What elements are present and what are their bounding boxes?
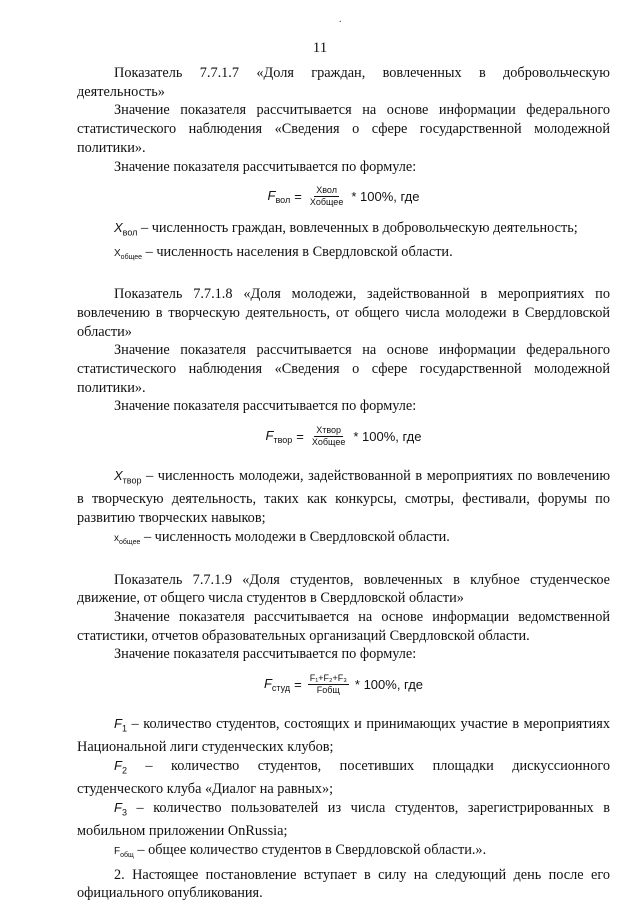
page-dot: . bbox=[339, 14, 342, 25]
formula-7718: $F_{твор}$ = $\frac{\text{Χтвор}}{\text{Χобщее}}$ * 100%, где bbox=[265, 425, 422, 448]
indicator-7718-var1: $X_{твор}$ – численность молодежи, задействованной в мероприятиях по вовлечению в творческую деятельность, таких как конкурсы, смотры, фестивали, форумы по развитию творческих навыков; bbox=[77, 468, 610, 527]
indicator-7719-f2: $F_2$ – количество студентов, посетивших площадки дискуссионного студенческого клуба «Диалог на равных»; bbox=[77, 758, 610, 798]
formula-denominator: Fобщ bbox=[316, 685, 340, 696]
page-number: 11 bbox=[312, 40, 328, 56]
formula-numerator: F₁+F₂+F₃ bbox=[309, 673, 347, 684]
formula-tail: * 100%, где bbox=[354, 677, 424, 693]
formula-fraction bbox=[310, 426, 347, 447]
indicator-7717-source: Значение показателя рассчитывается на основе информации федерального статистического наблюдения «Сведения о сфере государственной молодежной политики». bbox=[77, 102, 610, 156]
document-body bbox=[77, 64, 610, 903]
formula-fraction bbox=[308, 186, 345, 207]
indicator-7717-var1: $X_{вол}$ – численность граждан, вовлеченных в добровольческую деятельность; bbox=[114, 220, 578, 238]
formula-var-sub: вол bbox=[275, 194, 291, 205]
indicator-7718-var2: $x_{общее}$ – численность молодежи в Свердловской области. bbox=[114, 528, 450, 546]
formula-7719: $F_{студ}$ = $\frac{\text{F₁+F₂+F₃}}{\text{Fобщ}}$ * 100%, где bbox=[263, 673, 424, 696]
formula-fraction bbox=[308, 674, 349, 695]
closing-paragraph: 2. Настоящее постановление вступает в силу на следующий день после его официального опубликования. bbox=[77, 866, 610, 902]
indicator-7719-source: Значение показателя рассчитывается на основе информации ведомственной статистики, отчетов образовательных организаций Свердловской области. bbox=[77, 608, 610, 644]
formula-tail: * 100%, где bbox=[353, 429, 422, 445]
indicator-7719-f3: $F_3$ – количество пользователей из числа студентов, зарегистрированных в мобильном приложении OnRussia; bbox=[77, 800, 610, 840]
formula-numerator: Χвол bbox=[316, 185, 337, 196]
indicator-7718-intro: Значение показателя рассчитывается по формуле: bbox=[114, 398, 417, 415]
indicator-7717-title: Показатель 7.7.1.7 «Доля граждан, вовлеченных в добровольческую деятельность» bbox=[77, 65, 610, 100]
formula-7717: $F_{вол}$ = $\frac{\text{Χвол}}{\text{Χобщее}}$ * 100%, где bbox=[267, 185, 420, 208]
indicator-7719-intro: Значение показателя рассчитывается по формуле: bbox=[114, 646, 417, 663]
indicator-7718-title: Показатель 7.7.1.8 «Доля молодежи, задействованной в мероприятиях по вовлечению в творческую деятельность, от общего числа молодежи в Свердловской области» bbox=[77, 286, 610, 340]
indicator-7717-intro: Значение показателя рассчитывается по формуле: bbox=[114, 158, 417, 175]
formula-denominator: Χобщее bbox=[309, 197, 344, 208]
indicator-7717-var2: $X_{общее}$ – численность населения в Свердловской области. bbox=[114, 243, 453, 261]
indicator-7719-f1: $F_1$ – количество студентов, состоящих и принимающих участие в мероприятиях Национальной лиги студенческих клубов; bbox=[77, 716, 610, 756]
formula-denominator: Χобщее bbox=[311, 437, 346, 448]
formula-numerator: Χтвор bbox=[316, 425, 342, 436]
indicator-7719-title: Показатель 7.7.1.9 «Доля студентов, вовлеченных в клубное студенческое движение, от общего числа студентов в Свердловской области» bbox=[77, 571, 610, 607]
formula-tail: * 100%, где bbox=[351, 189, 420, 205]
formula-var: F bbox=[267, 187, 276, 203]
indicator-7719-fobsh: $F_{общ}$ – общее количество студентов в Свердловской области.». bbox=[114, 842, 487, 860]
indicator-7718-source: Значение показателя рассчитывается на основе информации федерального статистического наблюдения «Сведения о сфере государственной молодежной политики». bbox=[77, 342, 610, 396]
